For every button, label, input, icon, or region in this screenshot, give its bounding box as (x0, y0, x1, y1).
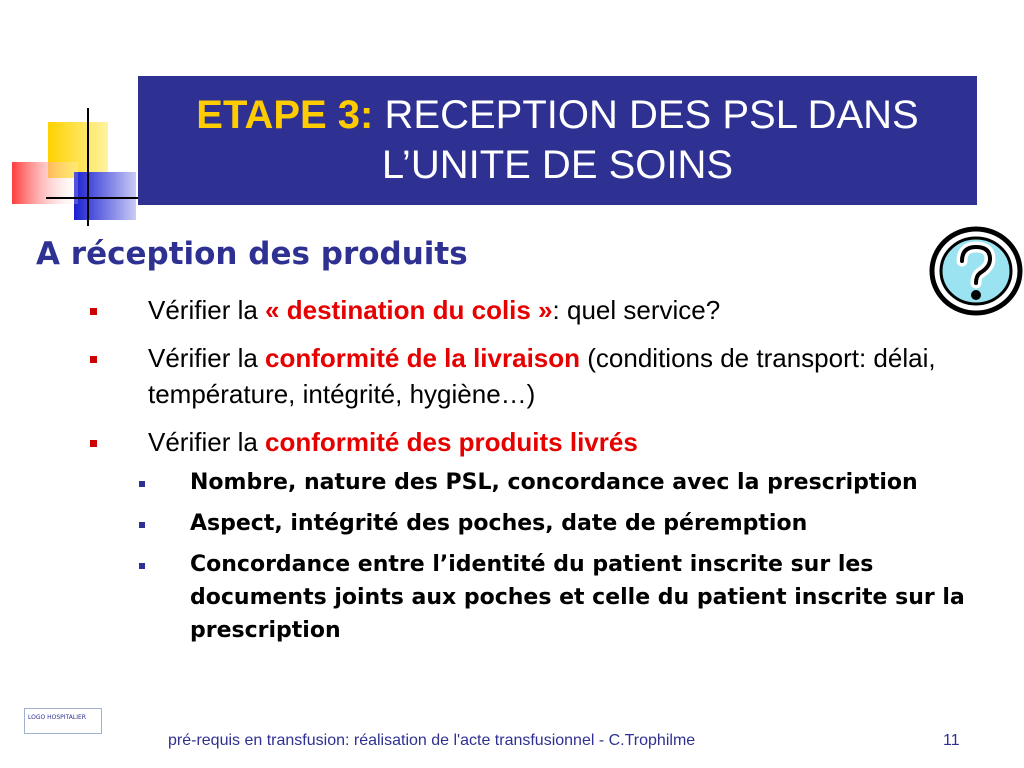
sub-list-item: Concordance entre l’identité du patient inscrite sur les documents joints aux poches et celle du patient inscrite sur la prescription (0, 548, 1000, 647)
sub-list-item: Nombre, nature des PSL, concordance avec la prescription (0, 466, 1000, 499)
bullet-text: Vérifier la (148, 295, 266, 325)
title-prefix: ETAPE 3: (196, 93, 374, 137)
footer-text: pré-requis en transfusion: réalisation de l'acte transfusionnel - C.Trophilme (168, 732, 696, 749)
page-number: 11 (943, 732, 960, 749)
list-item (0, 424, 1000, 647)
bullet-text: Vérifier la (148, 343, 266, 373)
list-item (0, 340, 1000, 412)
bullet-highlight: « destination du colis » (265, 295, 553, 325)
slide-title (138, 76, 977, 205)
title-line-1 (138, 90, 977, 140)
title-rest: RECEPTION DES PSL DANS (384, 93, 919, 137)
list-item (0, 292, 1000, 328)
bullet-list (0, 292, 1000, 659)
decorative-squares-icon (0, 100, 150, 230)
bullet-text: Vérifier la (148, 427, 266, 457)
bullet-highlight: conformité des produits livrés (265, 427, 638, 457)
sub-list-item: Aspect, intégrité des poches, date de péremption (0, 507, 1000, 540)
bullet-text: : quel service? (552, 295, 721, 325)
section-heading: A réception des produits (36, 236, 468, 272)
footer (0, 732, 1024, 756)
title-line-2: L’UNITE DE SOINS (381, 143, 734, 187)
hospital-logo (24, 708, 102, 734)
sub-bullet-list (0, 466, 1000, 647)
logo-text: LOGO HOSPITALIER (28, 714, 86, 721)
bullet-text: (conditions de transport: délai, température, intégrité, hygiène…) (148, 343, 936, 409)
bullet-highlight: conformité de la livraison (265, 343, 581, 373)
